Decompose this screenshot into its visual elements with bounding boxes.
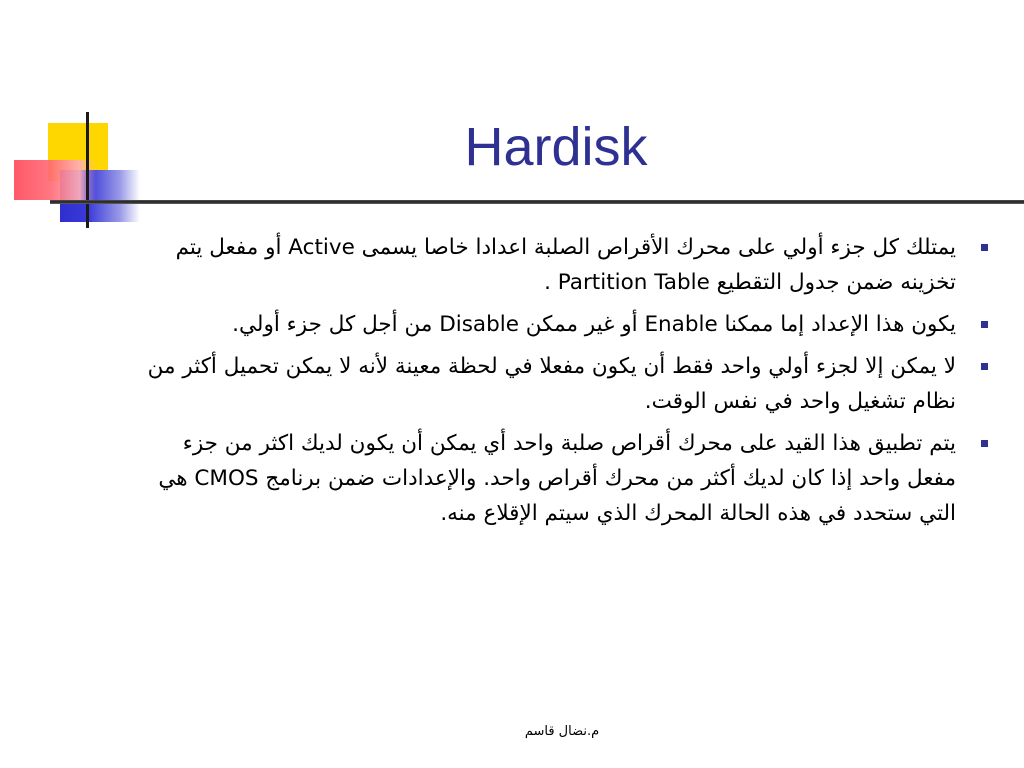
bullet-text: يتم تطبيق هذا القيد على محرك أقراص صلبة واحد أي يمكن أن يكون لديك اكثر من جزء مفعل واحد إذا كان لديك أكثر من محرك أقراص واحد. والإعدادات ضمن برنامج CMOS هي التي ستحدد في هذه الحالة المحرك الذي سيتم الإقلاع منه. xyxy=(158,431,956,526)
slide-title: Hardisk xyxy=(464,117,648,177)
square-bullet-icon xyxy=(981,244,988,251)
bullet-list xyxy=(140,230,1000,538)
bullet-item xyxy=(140,230,1000,300)
logo-vertical-line xyxy=(86,112,89,228)
logo-red-square xyxy=(14,160,96,200)
bullet-text: يمتلك كل جزء أولي على محرك الأقراص الصلبة اعدادا خاصا يسمى Active أو مفعل يتم تخزينه ضمن جدول التقطيع Partition Table . xyxy=(175,235,956,295)
bullet-item xyxy=(140,307,1000,342)
square-bullet-icon xyxy=(981,440,988,447)
bullet-item xyxy=(140,349,1000,419)
square-bullet-icon xyxy=(981,321,988,328)
bullet-text: لا يمكن إلا لجزء أولي واحد فقط أن يكون مفعلا في لحظة معينة لأنه لا يمكن تحميل أكثر من نظام تشغيل واحد في نفس الوقت. xyxy=(147,354,956,414)
bullet-text: يكون هذا الإعداد إما ممكنا Enable أو غير ممكن Disable من أجل كل جزء أولي. xyxy=(232,312,956,337)
slide-footer-author: م.نضال قاسم xyxy=(524,724,600,739)
title-underline xyxy=(50,200,1024,204)
bullet-item xyxy=(140,426,1000,531)
square-bullet-icon xyxy=(981,363,988,370)
